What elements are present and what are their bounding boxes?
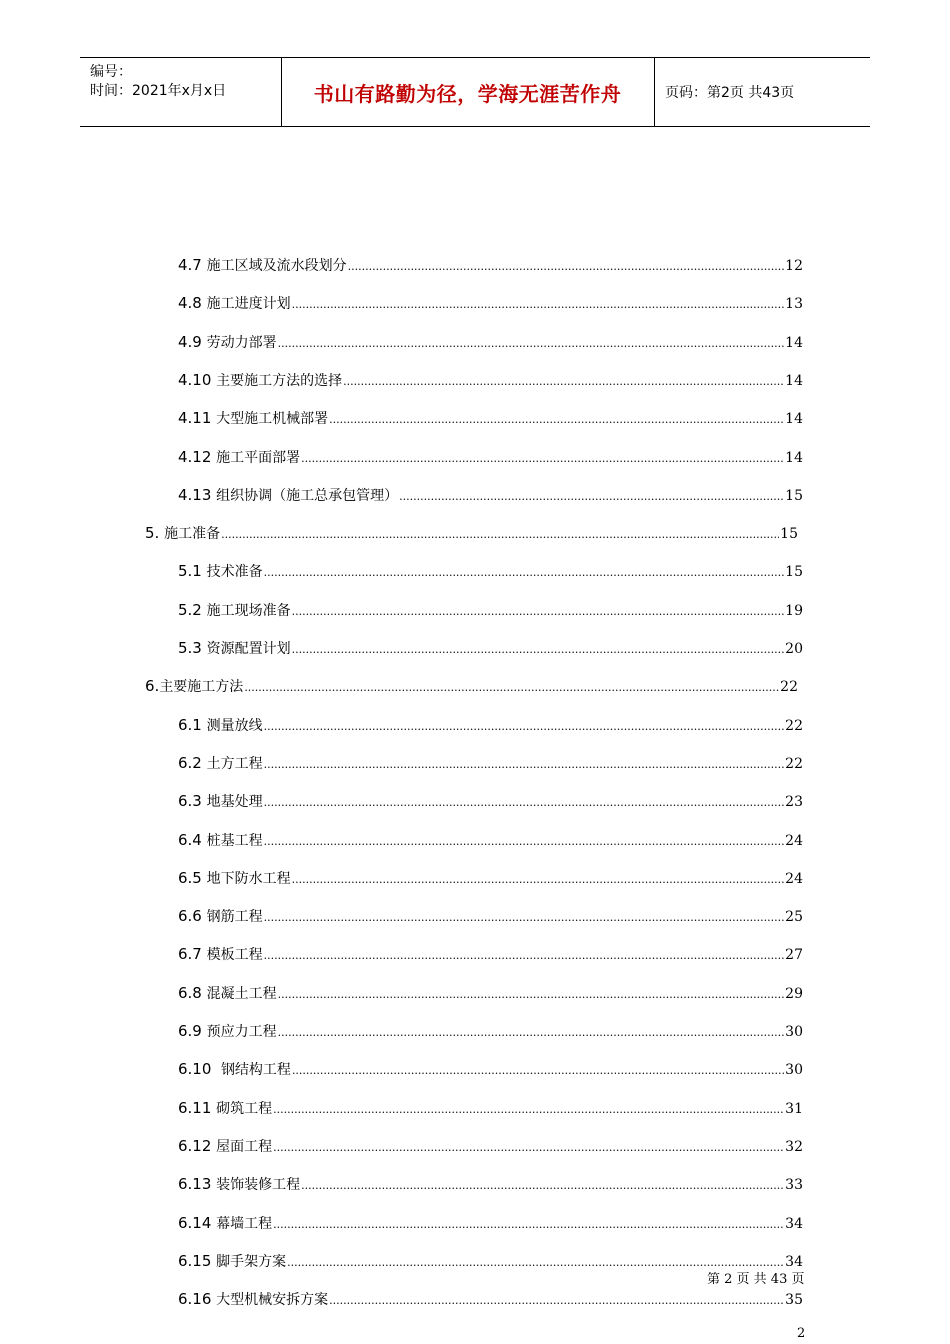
toc-entry-number: 5.2: [178, 601, 207, 619]
toc-entry-number: 6.3: [178, 792, 207, 810]
toc-dot-leader: [301, 452, 784, 465]
toc-entry-page: 22: [785, 718, 803, 734]
toc-entry-title: 大型机械安拆方案: [216, 1292, 329, 1308]
toc-entry[interactable]: [178, 561, 803, 581]
toc-entry[interactable]: [178, 753, 803, 773]
toc-entry-title: 施工进度计划: [206, 296, 291, 312]
toc-entry-number: 6.14: [178, 1214, 217, 1232]
toc-entry-page: 29: [785, 986, 803, 1002]
toc-entry-page: 27: [785, 947, 803, 963]
toc-dot-leader: [343, 375, 784, 388]
toc-entry-title: 装饰装修工程: [216, 1177, 301, 1193]
toc-entry-page: 15: [785, 488, 803, 504]
toc-entry-page: 33: [785, 1177, 803, 1193]
toc-entry[interactable]: [178, 715, 803, 735]
toc-entry-number: 6.7: [178, 945, 207, 963]
toc-entry-title: 测量放线: [206, 718, 263, 734]
header-motto-cell: [281, 58, 655, 126]
header-page-cell: [655, 58, 870, 126]
toc-entry-title: 预应力工程: [206, 1024, 277, 1040]
toc-entry-title: 砌筑工程: [216, 1101, 273, 1117]
toc-dot-leader: [292, 643, 785, 656]
motto-text: 书山有路勤为径，学海无涯苦作舟: [313, 81, 622, 106]
toc-entry-number: 6.1: [178, 716, 207, 734]
toc-entry-title: 技术准备: [206, 564, 263, 580]
toc-entry-number: 4.10: [178, 371, 217, 389]
toc-entry-title: 劳动力部署: [206, 335, 277, 351]
toc-entry-number: 6.15: [178, 1252, 217, 1270]
toc-entry[interactable]: [178, 293, 803, 313]
toc-entry[interactable]: [178, 408, 803, 428]
code-label: 编号：: [90, 64, 132, 80]
toc-entry-number: 6.4: [178, 831, 207, 849]
toc-dot-leader: [244, 681, 779, 694]
toc-entry-title: 混凝土工程: [206, 986, 277, 1002]
toc-entry-title: 施工现场准备: [206, 603, 291, 619]
toc-entry-title: 组织协调（施工总承包管理）: [216, 488, 399, 504]
toc-dot-leader: [292, 873, 785, 886]
toc-entry-page: 13: [785, 296, 803, 312]
toc-dot-leader: [301, 1179, 784, 1192]
toc-entry-number: 4.9: [178, 333, 207, 351]
toc-entry-page: 30: [785, 1024, 803, 1040]
toc-entry[interactable]: [178, 1059, 803, 1079]
toc-entry[interactable]: [178, 447, 803, 467]
toc-entry-title: 钢筋工程: [206, 909, 263, 925]
toc-entry-page: 14: [785, 373, 803, 389]
toc-entry[interactable]: [178, 983, 803, 1003]
toc-entry-number: 6.9: [178, 1022, 207, 1040]
toc-dot-leader: [329, 1294, 784, 1307]
toc-dot-leader: [264, 835, 785, 848]
toc-entry[interactable]: [178, 830, 803, 850]
toc-entry-title: 地基处理: [206, 794, 263, 810]
toc-dot-leader: [264, 796, 785, 809]
toc-entry[interactable]: [145, 676, 798, 696]
toc-entry-number: 4.11: [178, 409, 217, 427]
toc-entry-title: 钢结构工程: [220, 1062, 291, 1078]
toc-entry-page: 20: [785, 641, 803, 657]
toc-entry-page: 23: [785, 794, 803, 810]
toc-entry-title: 模板工程: [206, 947, 263, 963]
toc-entry[interactable]: [178, 1136, 803, 1156]
toc-entry[interactable]: [178, 1174, 803, 1194]
toc-entry-page: 24: [785, 833, 803, 849]
toc-entry[interactable]: [178, 906, 803, 926]
toc-entry-title: 大型施工机械部署: [216, 411, 329, 427]
toc-entry-title: 桩基工程: [206, 833, 263, 849]
toc-entry-title: 脚手架方案: [216, 1254, 287, 1270]
toc-entry[interactable]: [145, 523, 798, 543]
toc-entry-page: 19: [785, 603, 803, 619]
toc-entry-page: 14: [785, 450, 803, 466]
toc-entry-page: 12: [785, 258, 803, 274]
toc-dot-leader: [399, 490, 784, 503]
toc-entry-number: 6.5: [178, 869, 207, 887]
toc-entry[interactable]: [178, 600, 803, 620]
toc-entry-number: 6.16: [178, 1290, 217, 1308]
toc-entry[interactable]: [178, 868, 803, 888]
toc-entry-title: 地下防水工程: [206, 871, 291, 887]
toc-entry-page: 35: [785, 1292, 803, 1308]
toc-entry-number: 5.: [145, 524, 165, 542]
toc-entry[interactable]: [178, 485, 803, 505]
toc-entry-title: 土方工程: [206, 756, 263, 772]
toc-dot-leader: [273, 1103, 784, 1116]
header-meta-cell: [80, 58, 282, 126]
toc-dot-leader: [348, 260, 785, 273]
toc-entry-title: 施工平面部署: [216, 450, 301, 466]
toc-entry-page: 22: [785, 756, 803, 772]
toc-entry-page: 30: [785, 1062, 803, 1078]
toc-entry-number: 6.12: [178, 1137, 217, 1155]
toc-dot-leader: [264, 758, 785, 771]
toc-entry[interactable]: [178, 791, 803, 811]
toc-dot-leader: [264, 949, 785, 962]
toc-entry[interactable]: [178, 255, 803, 275]
toc-entry-number: 6.6: [178, 907, 207, 925]
toc-entry-title: 资源配置计划: [206, 641, 291, 657]
toc-entry-page: 14: [785, 335, 803, 351]
page-info: 页码：第2页 共43页: [665, 85, 795, 101]
toc-entry[interactable]: [178, 1213, 803, 1233]
toc-entry-number: 4.13: [178, 486, 217, 504]
toc-entry-number: 6.11: [178, 1099, 217, 1117]
toc-dot-leader: [278, 337, 785, 350]
toc-entry-number: 6.13: [178, 1175, 217, 1193]
toc-entry-page: 31: [785, 1101, 803, 1117]
toc-entry-page: 34: [785, 1254, 803, 1270]
toc-entry[interactable]: [178, 638, 803, 658]
toc-dot-leader: [264, 911, 785, 924]
toc-entry-number: 6.2: [178, 754, 207, 772]
toc-entry-page: 15: [780, 526, 798, 542]
toc-dot-leader: [273, 1141, 784, 1154]
toc-dot-leader: [264, 720, 785, 733]
toc-dot-leader: [278, 988, 785, 1001]
toc-entry-page: 32: [785, 1139, 803, 1155]
footer-page-text: 第 2 页 共 43 页: [707, 1272, 805, 1287]
toc-entry-page: 34: [785, 1216, 803, 1232]
toc-entry-number: 5.3: [178, 639, 207, 657]
toc-dot-leader: [292, 298, 785, 311]
toc-entry-page: 24: [785, 871, 803, 887]
toc-entry[interactable]: [178, 1289, 803, 1309]
toc-entry-number: 6.8: [178, 984, 207, 1002]
toc-entry-title: 主要施工方法: [159, 679, 244, 695]
toc-entry-title: 施工准备: [164, 526, 221, 542]
toc-entry-number: 4.7: [178, 256, 207, 274]
toc-entry[interactable]: [178, 332, 803, 352]
toc-entry-page: 22: [780, 679, 798, 695]
toc-entry-number: 6.10: [178, 1060, 221, 1078]
toc-dot-leader: [292, 1064, 784, 1077]
toc-entry-number: 5.1: [178, 562, 207, 580]
toc-dot-leader: [264, 566, 785, 579]
toc-entry-title: 屋面工程: [216, 1139, 273, 1155]
document-header: [80, 57, 870, 127]
toc-dot-leader: [278, 1026, 785, 1039]
time-label: 时间：2021年x月x日: [90, 83, 227, 99]
toc-entry-title: 主要施工方法的选择: [216, 373, 343, 389]
toc-entry-page: 15: [785, 564, 803, 580]
footer-page-number: 2: [797, 1326, 806, 1341]
toc-dot-leader: [273, 1218, 784, 1231]
toc-entry-number: 6.: [145, 677, 160, 695]
toc-entry-title: 施工区域及流水段划分: [206, 258, 347, 274]
toc-dot-leader: [329, 413, 784, 426]
toc-entry-title: 幕墙工程: [216, 1216, 273, 1232]
toc-entry[interactable]: [178, 1098, 803, 1118]
toc-entry[interactable]: [178, 1021, 803, 1041]
toc-entry-number: 4.12: [178, 448, 217, 466]
toc-dot-leader: [292, 605, 785, 618]
toc-entry-page: 14: [785, 411, 803, 427]
toc-entry[interactable]: [178, 944, 803, 964]
toc-entry-page: 25: [785, 909, 803, 925]
toc-dot-leader: [221, 528, 779, 541]
toc-entry-number: 4.8: [178, 294, 207, 312]
toc-entry[interactable]: [178, 370, 803, 390]
